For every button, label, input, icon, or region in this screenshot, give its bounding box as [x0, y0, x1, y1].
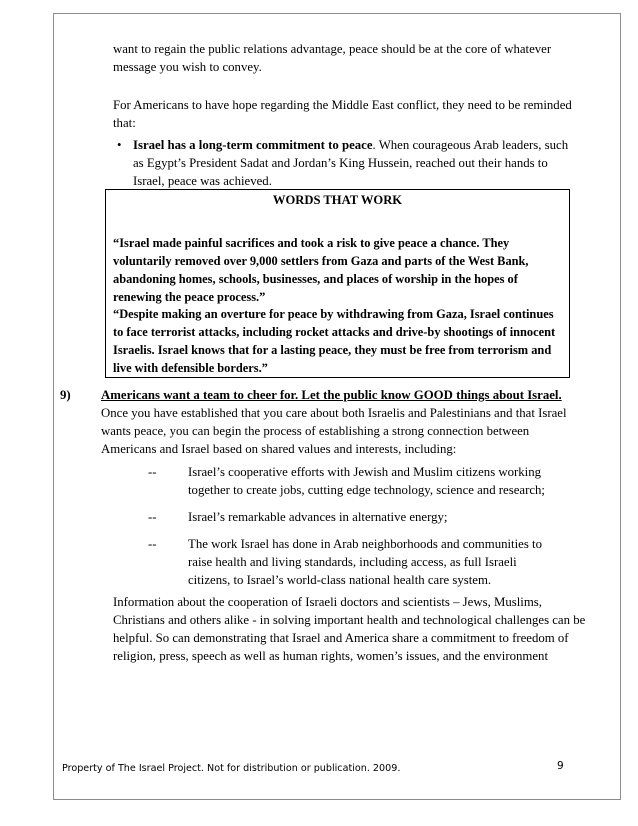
page-number: 9	[557, 760, 564, 772]
section-number: 9)	[60, 388, 71, 402]
list-item: The work Israel has done in Arab neighborhoods and communities to raise health and living standards, including access, as full Israeli citizens, to Israel’s world-class national health care system.	[188, 537, 542, 587]
list-item: Israel’s cooperative efforts with Jewish and Muslim citizens working together to create jobs, cutting edge technology, science and research;	[188, 465, 545, 497]
bullet-item	[133, 136, 573, 190]
dash-marker: --	[148, 537, 157, 551]
bullet-bold-text: Israel has a long-term commitment to peace	[133, 138, 373, 152]
words-box-quote-2: “Despite making an overture for peace by withdrawing from Gaza, Israel continues to face terrorist attacks, including rocket attacks and drive-by shootings of innocent Israelis. Israel knows that for a lasting peace, they must be free from terrorism and live with defensible borders.”	[113, 307, 556, 375]
words-box-quote-1: “Israel made painful sacrifices and took a risk to give peace a chance. They voluntarily removed over 9,000 settlers from Gaza and parts of the West Bank, abandoning homes, schools, businesses, and places of worship in the hopes of renewing the peace process.”	[113, 236, 529, 304]
dash-marker: --	[148, 510, 157, 524]
bullet-rest-text: . When courageous Arab leaders, such as Egypt’s President Sadat and Jordan’s King Hussein, reached out their hands to Israel, peace was achieved.	[133, 138, 569, 188]
words-box-title: WORDS THAT WORK	[272, 193, 403, 207]
section-heading: Americans want a team to cheer for. Let the public know GOOD things about Israel.	[101, 388, 562, 402]
americans-paragraph: For Americans to have hope regarding the Middle East conflict, they need to be reminded that:	[113, 98, 572, 130]
dash-marker: --	[148, 465, 157, 479]
bullet-icon: •	[117, 138, 122, 152]
footer-notice: Property of The Israel Project. Not for distribution or publication. 2009.	[62, 763, 401, 774]
section-paragraph: Once you have established that you care about both Israelis and Palestinians and that Israel wants peace, you can begin the process of establishing a strong connection between Americans and Israel based on shared values and interests, including:	[101, 406, 567, 456]
list-item: Israel’s remarkable advances in alternative energy;	[188, 510, 448, 524]
intro-paragraph: want to regain the public relations advantage, peace should be at the core of whatever message you wish to convey.	[113, 42, 552, 74]
info-paragraph: Information about the cooperation of Israeli doctors and scientists – Jews, Muslims, Christians and others alike - in solving important health and technological challenges can be helpful. So can demonstrating that Israel and America share a commitment to freedom of religion, press, speech as well as human rights, women’s issues, and the environment	[113, 595, 586, 663]
